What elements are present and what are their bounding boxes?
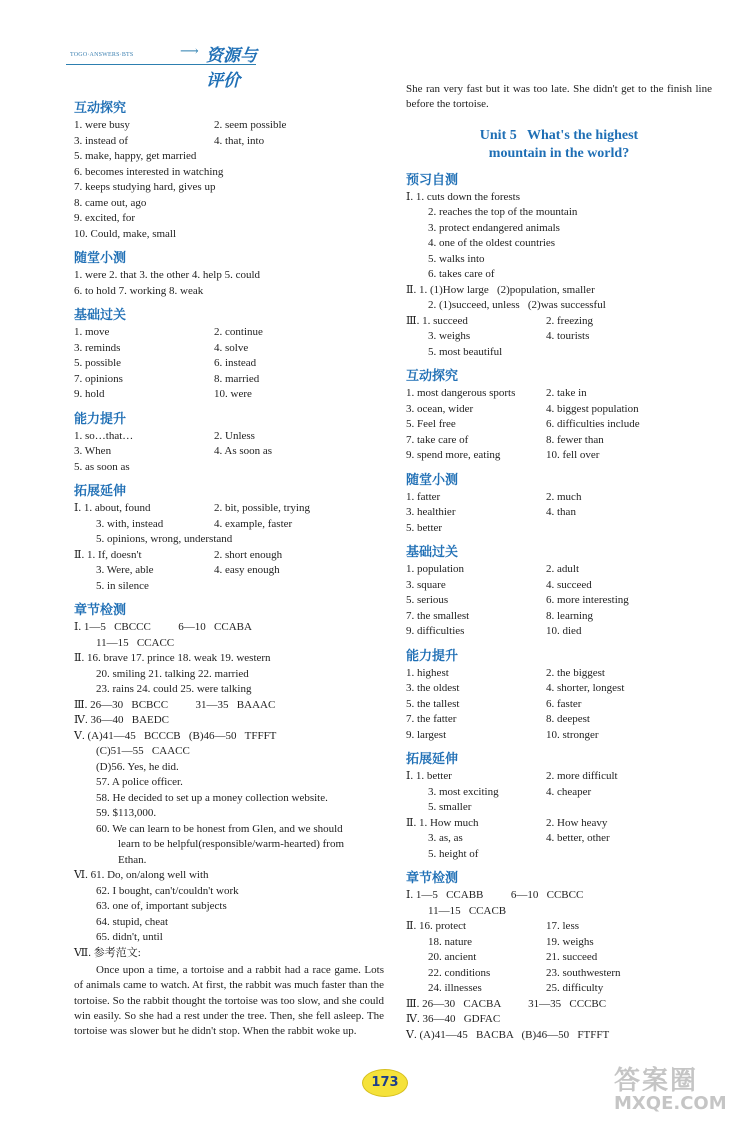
answer-item: 8. fewer than	[546, 433, 604, 446]
answer-item: 1. most dangerous sports	[406, 387, 516, 400]
answer-item: 18. nature	[428, 935, 472, 948]
answer-item: 4. than	[546, 506, 576, 519]
answer-item: 5. walks into	[428, 252, 485, 265]
answer-item: 4. cheaper	[546, 785, 592, 798]
section-heading: 基础过关	[74, 308, 127, 323]
page-number: 173	[362, 1069, 408, 1097]
answer-row	[406, 785, 712, 801]
answer-row	[406, 666, 712, 682]
answer-row	[74, 429, 384, 445]
answer-item: 6. more interesting	[546, 594, 629, 607]
answer-item: 4. that, into	[214, 134, 265, 147]
answer-item: 3. reminds	[74, 341, 121, 354]
answer-item: 9. hold	[74, 388, 105, 400]
answer-item: Ⅰ. 1. better	[406, 770, 452, 783]
answer-item: 19. weighs	[546, 935, 594, 948]
page-header	[60, 38, 260, 91]
answer-row	[406, 966, 712, 982]
answer-row	[74, 134, 384, 150]
answer-row	[74, 501, 384, 517]
answer-item: 6. becomes interested in watching	[74, 165, 224, 178]
answer-row	[406, 769, 712, 785]
answer-item: 4. As soon as	[214, 445, 273, 457]
answer-item: 5. make, happy, get married	[74, 150, 197, 162]
answer-row	[406, 681, 712, 697]
answer-item: 8. married	[214, 372, 260, 385]
answer-row	[406, 697, 712, 713]
answer-item: 2. take in	[546, 387, 587, 400]
answer-item: 65. didn't, until	[96, 931, 163, 943]
answer-item: 20. ancient	[428, 951, 477, 964]
answer-item: 2. (1)succeed, unless (2)was successful	[428, 299, 606, 312]
answer-row	[74, 356, 384, 372]
answer-item: 3. instead of	[74, 134, 129, 147]
answer-item: Ethan.	[118, 853, 147, 866]
watermark-text: 答案圈	[614, 1066, 699, 1096]
answer-item: 5. in silence	[96, 579, 149, 592]
answer-row	[406, 314, 712, 330]
section-heading: 拓展延伸	[406, 752, 459, 768]
answer-item: 60. We can learn to be honest from Glen, and we should	[96, 822, 343, 835]
header-rule	[66, 64, 256, 65]
answer-item: 2. short enough	[214, 548, 283, 561]
answer-item: 58. He decided to set up a money collection website.	[96, 791, 328, 804]
section-heading: 拓展延伸	[74, 484, 127, 499]
answer-item: 2. bit, possible, trying	[214, 502, 310, 514]
answer-item: 2. adult	[546, 563, 579, 576]
answer-row	[406, 728, 712, 744]
answer-item: 4. succeed	[546, 578, 592, 591]
answer-row	[406, 386, 712, 402]
answer-item: 6. instead	[214, 357, 257, 369]
answer-row	[74, 372, 384, 388]
answer-item: 1. were busy	[74, 119, 130, 131]
answer-row	[74, 325, 384, 341]
answer-item: 2. reaches the top of the mountain	[428, 206, 578, 219]
answer-row	[406, 562, 712, 578]
answer-item: 1. highest	[406, 666, 449, 679]
answer-item: Ⅱ. 1. (1)How large (2)population, smaller	[406, 283, 595, 296]
answer-item: 2. freezing	[546, 314, 594, 327]
answer-item: 23. southwestern	[546, 966, 621, 979]
answer-item: 7. opinions	[74, 372, 123, 385]
answer-item: 10. died	[546, 625, 582, 638]
answer-row	[74, 444, 384, 460]
unit-title-line: mountain in the world?	[488, 145, 630, 161]
answer-item: 6. takes care of	[428, 268, 495, 281]
answer-row	[406, 609, 712, 625]
answer-item: Ⅲ. 26—30 BCBCC 31—35 BAAAC	[74, 698, 276, 711]
answer-item: 3. ocean, wider	[406, 402, 474, 415]
answer-item: 3. Were, able	[96, 564, 154, 576]
answer-item: Ⅱ. 16. brave 17. prince 18. weak 19. western	[74, 652, 271, 664]
answer-item: 3. weighs	[428, 330, 471, 343]
answer-item: 1. fatter	[406, 490, 441, 503]
answer-item: Ⅳ. 36—40 GDFAC	[406, 1013, 501, 1026]
answer-item: 62. I bought, can't/couldn't work	[96, 884, 239, 897]
answer-item: 9. spend more, eating	[406, 449, 501, 462]
answer-row	[406, 505, 712, 521]
answer-row	[406, 417, 712, 433]
answer-item: 2. seem possible	[214, 119, 287, 131]
answer-item: 2. much	[546, 490, 582, 503]
watermark	[614, 1060, 744, 1115]
section-heading: 基础过关	[406, 545, 459, 561]
answer-item: Ⅰ. 1. about, found	[74, 502, 151, 514]
section-heading: 章节检测	[74, 603, 127, 618]
answer-row	[406, 490, 712, 506]
answer-item: 5. smaller	[428, 801, 472, 814]
answer-row	[74, 517, 384, 533]
answer-item: 7. take care of	[406, 433, 469, 446]
answer-row	[406, 712, 712, 728]
answer-item: 3. as, as	[428, 832, 463, 845]
answer-item: 4. easy enough	[214, 564, 280, 576]
answer-item: 24. illnesses	[428, 982, 482, 995]
header-small-text: TOGO·ANSWERS·BTS	[70, 52, 134, 58]
answer-row	[406, 402, 712, 418]
answer-item: 21. succeed	[546, 951, 598, 964]
answer-item: 9. excited, for	[74, 212, 136, 224]
answer-item: 9. largest	[406, 728, 447, 741]
answer-item: 5. height of	[428, 847, 479, 860]
section-heading: 互动探究	[74, 101, 127, 116]
answer-item: 4. shorter, longest	[546, 682, 625, 695]
left-column	[74, 92, 384, 1039]
header-title: 资源与评价	[206, 46, 257, 91]
answer-item: 5. Feel free	[406, 418, 456, 431]
answer-item: 1. so…that…	[74, 429, 134, 442]
answer-item: 8. came out, ago	[74, 196, 147, 209]
answer-item: 5. possible	[74, 357, 122, 369]
answer-item: 10. Could, make, small	[74, 227, 177, 240]
answer-row	[74, 118, 384, 134]
section-heading: 随堂小测	[406, 472, 459, 488]
answer-row	[406, 578, 712, 594]
answer-item: 11—15 CCACC	[96, 636, 175, 649]
answer-item: 2. continue	[214, 326, 263, 338]
answer-row	[406, 624, 712, 640]
answer-item: 2. How heavy	[546, 816, 608, 829]
answer-row	[406, 329, 712, 345]
answer-item: 5. serious	[406, 594, 449, 607]
answer-item: 4. biggest population	[546, 402, 639, 415]
unit-title	[406, 127, 712, 163]
model-essay: Once upon a time, a tortoise and a rabbit had a race game. Lots of animals came to watch. At first, the rabbit was much faster than the tortoise. So the rabbit thought the tortoise was too slow, and she could win easily. So she had a rest under the tree. Then, she fell asleep. The tortoise was slower but he didn't stop. When the rabbit woke up.	[74, 964, 384, 1038]
answer-item: 4. tourists	[546, 330, 590, 343]
answer-row	[74, 341, 384, 357]
answer-row	[406, 981, 712, 997]
answer-item: 3. most exciting	[428, 785, 499, 798]
answer-item: 2. Unless	[214, 429, 255, 442]
model-essay-end: She ran very fast but it was too late. She didn't get to the finish line before the tortoise.	[406, 83, 712, 111]
answer-item: 20. smiling 21. talking 22. married	[96, 667, 249, 680]
answer-item: 5. most beautiful	[428, 345, 503, 358]
answer-item: 3. the oldest	[406, 682, 460, 695]
answer-row	[406, 816, 712, 832]
answer-item: 10. stronger	[546, 728, 599, 741]
answer-row	[406, 448, 712, 464]
answer-item: (C)51—55 CAACC	[96, 745, 190, 757]
answer-item: 5. better	[406, 521, 443, 534]
answer-item: 3. square	[406, 578, 446, 591]
answer-item: Ⅲ. 1. succeed	[406, 314, 468, 327]
section-heading: 能力提升	[74, 411, 127, 427]
answer-row	[406, 593, 712, 609]
answer-item: 1. move	[74, 326, 110, 338]
answer-item: 10. were	[214, 388, 252, 400]
section-heading: 章节检测	[406, 871, 459, 887]
answer-item: Ⅱ. 16. protect	[406, 920, 467, 933]
answer-item: 10. fell over	[546, 449, 600, 462]
answer-item: Ⅱ. 1. If, doesn't	[74, 548, 142, 561]
answer-list	[74, 118, 384, 242]
answer-item: Ⅶ. 参考范文:	[74, 946, 141, 959]
answer-item: 2. the biggest	[546, 666, 605, 679]
answer-item: 5. the tallest	[406, 697, 460, 710]
section-heading: 随堂小测	[74, 251, 127, 266]
answer-item: 57. A police officer.	[96, 776, 183, 788]
answer-row	[74, 387, 384, 403]
answer-item: 11—15 CCACB	[428, 904, 507, 917]
answer-item: 3. with, instead	[96, 517, 164, 530]
section-heading: 预习自测	[406, 172, 459, 188]
answer-item: Ⅰ. 1—5 CBCCC 6—10 CCABA	[74, 621, 252, 633]
answer-item: Ⅴ. (A)41—45 BACBA (B)46—50 FTFFT	[406, 1028, 610, 1041]
answer-item: 4. one of the oldest countries	[428, 237, 556, 250]
section-heading: 能力提升	[406, 648, 459, 664]
answer-item: 1. population	[406, 563, 465, 576]
answer-row	[406, 935, 712, 951]
answer-item: 4. example, faster	[214, 517, 293, 530]
answer-row	[406, 919, 712, 935]
answer-item: Ⅱ. 1. How much	[406, 816, 479, 829]
answer-row	[406, 433, 712, 449]
answer-row	[74, 563, 384, 579]
answer-item: 7. keeps studying hard, gives up	[74, 181, 216, 193]
answer-item: 4. solve	[214, 341, 249, 354]
answer-item: learn to be helpful(responsible/warm-hearted) from	[118, 838, 345, 850]
answer-item: 7. the smallest	[406, 609, 470, 622]
answer-item: 3. protect endangered animals	[428, 221, 560, 234]
unit-title-line: Unit 5 What's the highest	[479, 127, 639, 143]
answer-item: Ⅵ. 61. Do, on/along well with	[74, 869, 209, 881]
right-column	[406, 82, 712, 1043]
answer-item: 8. deepest	[546, 713, 590, 726]
answer-item: 25. difficulty	[546, 982, 604, 995]
answer-item: 3. healthier	[406, 506, 456, 519]
answer-item: 5. opinions, wrong, understand	[96, 533, 233, 545]
answer-item: Ⅴ. (A)41—45 BCCCB (B)46—50 TFFFT	[74, 729, 277, 742]
answer-row	[406, 831, 712, 847]
answer-item: Ⅲ. 26—30 CACBA 31—35 CCCBC	[406, 997, 607, 1010]
answer-item: 5. as soon as	[74, 460, 130, 473]
answer-item: 7. the fatter	[406, 713, 457, 726]
answer-item: 8. learning	[546, 609, 594, 622]
watermark-url: MXQE.COM	[614, 1093, 727, 1114]
answer-item: Ⅰ. 1—5 CCABB 6—10 CCBCC	[406, 889, 584, 902]
answer-item: 17. less	[546, 920, 579, 933]
answer-item: 22. conditions	[428, 966, 491, 979]
header-arrow-icon: ⟶	[180, 43, 199, 58]
answer-item: 64. stupid, cheat	[96, 915, 169, 928]
answer-item: 6. difficulties include	[546, 418, 640, 431]
answer-item: 23. rains 24. could 25. were talking	[96, 683, 252, 695]
answer-item: 63. one of, important subjects	[96, 900, 227, 912]
answer-item: 59. $113,000.	[96, 807, 157, 819]
answer-row	[406, 950, 712, 966]
section-heading: 互动探究	[406, 369, 459, 385]
answer-item: 6. faster	[546, 697, 582, 710]
answer-item: 9. difficulties	[406, 625, 465, 638]
answer-item: 6. to hold 7. working 8. weak	[74, 284, 204, 297]
answer-row	[74, 548, 384, 564]
answer-item: 1. were 2. that 3. the other 4. help 5. could	[74, 269, 261, 281]
answer-item: 3. When	[74, 445, 112, 457]
answer-item: 2. more difficult	[546, 770, 618, 783]
answer-item: (D)56. Yes, he did.	[96, 760, 179, 773]
answer-item: 4. better, other	[546, 832, 610, 845]
answer-item: Ⅰ. 1. cuts down the forests	[406, 190, 521, 203]
answer-item: Ⅳ. 36—40 BAEDC	[74, 714, 170, 726]
